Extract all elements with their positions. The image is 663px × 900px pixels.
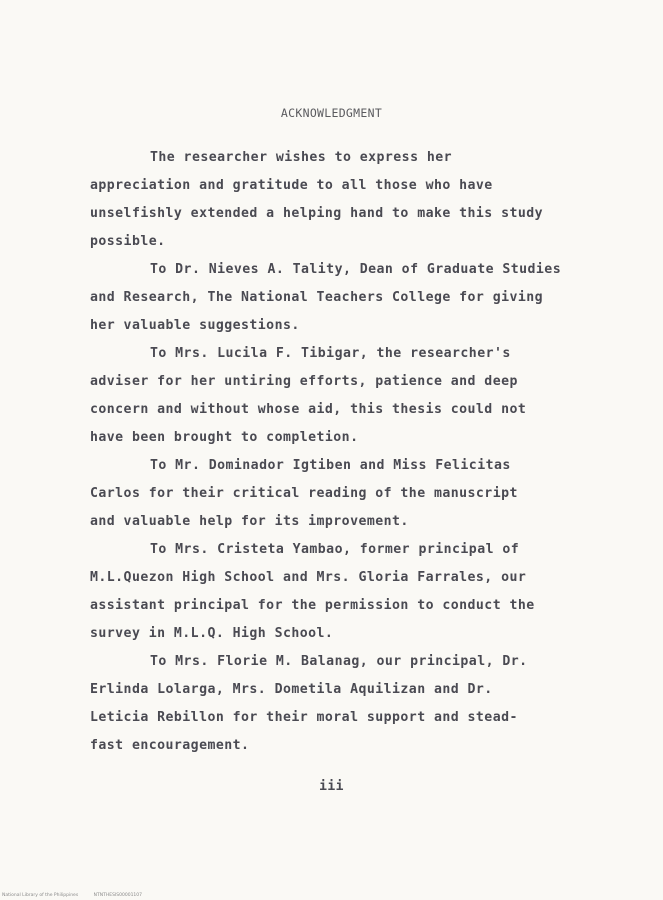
paragraph-3-line-1: To Mrs. Lucila F. Tibigar, the researcher's — [150, 346, 511, 361]
paragraph-6-line-1: To Mrs. Florie M. Balanag, our principal, Dr. — [150, 654, 528, 669]
paragraph-1-line-2: appreciation and gratitude to all those who have — [90, 178, 493, 193]
paragraph-3-line-4: have been brought to completion. — [90, 430, 359, 445]
paragraph-3-line-2: adviser for her untiring efforts, patience and deep — [90, 374, 518, 389]
footer-source: National Library of the Philippines — [2, 893, 79, 898]
paragraph-1-line-3: unselfishly extended a helping hand to make this study — [90, 206, 544, 221]
paragraph-2-line-1: To Dr. Nieves A. Tality, Dean of Graduate Studies — [150, 262, 562, 277]
paragraph-1-line-1: The researcher wishes to express her — [150, 150, 453, 165]
scan-footer — [2, 893, 156, 898]
paragraph-5-line-4: survey in M.L.Q. High School. — [90, 626, 334, 641]
page-number: iii — [319, 779, 344, 794]
paragraph-5-line-1: To Mrs. Cristeta Yambao, former principal of — [150, 542, 520, 557]
page-title: ACKNOWLEDGMENT — [280, 106, 383, 120]
paragraph-6-line-4: fast encouragement. — [90, 738, 250, 753]
paragraph-4-line-3: and valuable help for its improvement. — [90, 514, 409, 529]
paragraph-4-line-1: To Mr. Dominador Igtiben and Miss Felicitas — [150, 458, 511, 473]
paragraph-2-line-2: and Research, The National Teachers College for giving — [90, 290, 544, 305]
paragraph-6-line-3: Leticia Rebillon for their moral support and stead- — [90, 710, 518, 725]
paragraph-1-line-4: possible. — [90, 234, 166, 249]
paragraph-5-line-3: assistant principal for the permission to conduct the — [90, 598, 535, 613]
paragraph-6-line-2: Erlinda Lolarga, Mrs. Dometila Aquilizan and Dr. — [90, 682, 493, 697]
paragraph-5-line-2: M.L.Quezon High School and Mrs. Gloria Farrales, our — [90, 570, 527, 585]
paragraph-3-line-3: concern and without whose aid, this thesis could not — [90, 402, 527, 417]
footer-identifier: NTNTHESIS00001107 — [93, 893, 143, 898]
paragraph-4-line-2: Carlos for their critical reading of the manuscript — [90, 486, 518, 501]
paragraph-2-line-3: her valuable suggestions. — [90, 318, 300, 333]
